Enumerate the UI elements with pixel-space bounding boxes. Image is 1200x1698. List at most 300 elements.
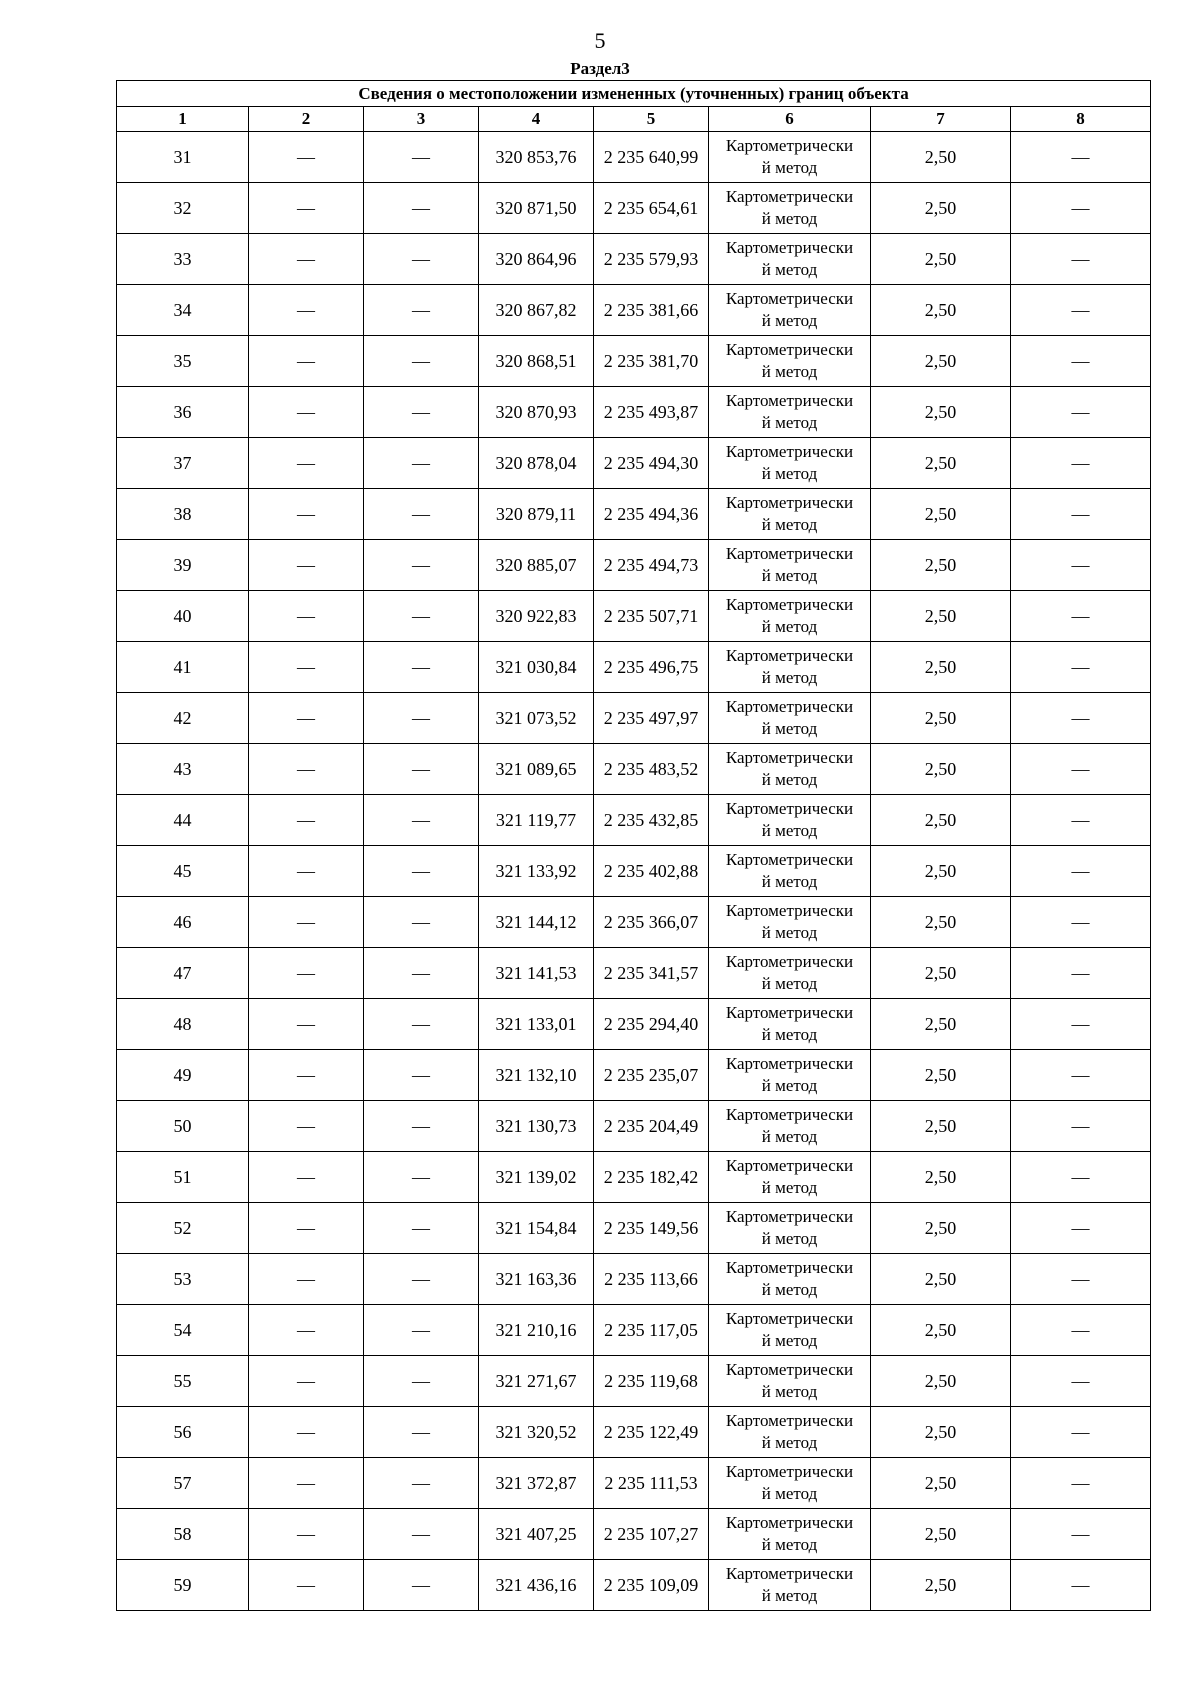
point-number-cell: 31	[117, 132, 249, 183]
method-text-line: Картометрически	[725, 1207, 854, 1226]
method-cell	[709, 1050, 871, 1101]
column-2-cell: —	[249, 948, 364, 999]
method-cell	[709, 1560, 871, 1611]
point-number-cell: 46	[117, 897, 249, 948]
table-row	[117, 795, 1151, 846]
point-number-cell: 49	[117, 1050, 249, 1101]
point-number-cell: 58	[117, 1509, 249, 1560]
table-row	[117, 1407, 1151, 1458]
method-text-line: й метод	[761, 1178, 818, 1197]
method-text-line: й метод	[761, 260, 818, 279]
method-text-line: Картометрически	[725, 1156, 854, 1175]
method-cell	[709, 1152, 871, 1203]
coordinate-y-cell: 2 235 111,53	[594, 1458, 709, 1509]
method-text-line: й метод	[761, 1433, 818, 1452]
coordinate-x-cell: 321 163,36	[479, 1254, 594, 1305]
method-cell	[709, 540, 871, 591]
coordinate-x-cell: 321 119,77	[479, 795, 594, 846]
coordinate-x-cell: 321 407,25	[479, 1509, 594, 1560]
column-3-cell: —	[364, 1305, 479, 1356]
point-number-cell: 36	[117, 387, 249, 438]
column-3-cell: —	[364, 1152, 479, 1203]
accuracy-cell: 2,50	[871, 387, 1011, 438]
column-8-cell: —	[1011, 1509, 1151, 1560]
table-row	[117, 336, 1151, 387]
coordinate-x-cell: 320 922,83	[479, 591, 594, 642]
accuracy-cell: 2,50	[871, 438, 1011, 489]
method-cell	[709, 591, 871, 642]
point-number-cell: 47	[117, 948, 249, 999]
method-text-line: Картометрически	[725, 391, 854, 410]
column-3-cell: —	[364, 234, 479, 285]
method-text-line: Картометрически	[725, 1360, 854, 1379]
column-header: 7	[871, 107, 1011, 132]
method-cell	[709, 948, 871, 999]
method-text-line: й метод	[761, 1229, 818, 1248]
accuracy-cell: 2,50	[871, 234, 1011, 285]
method-cell	[709, 285, 871, 336]
column-3-cell: —	[364, 744, 479, 795]
coordinate-y-cell: 2 235 640,99	[594, 132, 709, 183]
method-cell	[709, 1101, 871, 1152]
accuracy-cell: 2,50	[871, 1101, 1011, 1152]
coordinate-x-cell: 321 133,01	[479, 999, 594, 1050]
method-cell	[709, 1254, 871, 1305]
table-row	[117, 897, 1151, 948]
method-cell	[709, 897, 871, 948]
accuracy-cell: 2,50	[871, 540, 1011, 591]
column-8-cell: —	[1011, 948, 1151, 999]
column-3-cell: —	[364, 387, 479, 438]
method-text-line: й метод	[761, 1382, 818, 1401]
coordinate-x-cell: 320 885,07	[479, 540, 594, 591]
column-header: 4	[479, 107, 594, 132]
coordinate-y-cell: 2 235 507,71	[594, 591, 709, 642]
method-text-line: й метод	[761, 515, 818, 534]
accuracy-cell: 2,50	[871, 1407, 1011, 1458]
table-row	[117, 693, 1151, 744]
point-number-cell: 57	[117, 1458, 249, 1509]
accuracy-cell: 2,50	[871, 132, 1011, 183]
column-2-cell: —	[249, 1560, 364, 1611]
column-8-cell: —	[1011, 795, 1151, 846]
coordinate-y-cell: 2 235 579,93	[594, 234, 709, 285]
coordinate-y-cell: 2 235 381,66	[594, 285, 709, 336]
table-row	[117, 1305, 1151, 1356]
coordinate-x-cell: 321 210,16	[479, 1305, 594, 1356]
method-text-line: й метод	[761, 1535, 818, 1554]
column-3-cell: —	[364, 1560, 479, 1611]
method-cell	[709, 999, 871, 1050]
column-2-cell: —	[249, 897, 364, 948]
coordinate-x-cell: 321 436,16	[479, 1560, 594, 1611]
column-3-cell: —	[364, 795, 479, 846]
method-text-line: Картометрически	[725, 799, 854, 818]
method-cell	[709, 387, 871, 438]
page-number: 5	[594, 28, 606, 53]
method-text-line: Картометрически	[725, 646, 854, 665]
coordinate-x-cell: 321 372,87	[479, 1458, 594, 1509]
accuracy-cell: 2,50	[871, 1356, 1011, 1407]
accuracy-cell: 2,50	[871, 948, 1011, 999]
method-cell	[709, 438, 871, 489]
method-text-line: й метод	[761, 311, 818, 330]
point-number-cell: 40	[117, 591, 249, 642]
column-8-cell: —	[1011, 285, 1151, 336]
method-text-line: Картометрически	[725, 442, 854, 461]
table-row	[117, 1050, 1151, 1101]
point-number-cell: 43	[117, 744, 249, 795]
method-cell	[709, 846, 871, 897]
coordinate-y-cell: 2 235 483,52	[594, 744, 709, 795]
method-cell	[709, 234, 871, 285]
column-2-cell: —	[249, 438, 364, 489]
column-header: 8	[1011, 107, 1151, 132]
table-row	[117, 285, 1151, 336]
column-2-cell: —	[249, 693, 364, 744]
column-2-cell: —	[249, 489, 364, 540]
coordinate-x-cell: 320 867,82	[479, 285, 594, 336]
method-text-line: Картометрически	[725, 1258, 854, 1277]
coordinate-x-cell: 321 130,73	[479, 1101, 594, 1152]
column-3-cell: —	[364, 132, 479, 183]
accuracy-cell: 2,50	[871, 285, 1011, 336]
table-row	[117, 132, 1151, 183]
coordinate-y-cell: 2 235 493,87	[594, 387, 709, 438]
column-8-cell: —	[1011, 1356, 1151, 1407]
point-number-cell: 56	[117, 1407, 249, 1458]
column-2-cell: —	[249, 795, 364, 846]
coordinate-y-cell: 2 235 432,85	[594, 795, 709, 846]
accuracy-cell: 2,50	[871, 1050, 1011, 1101]
coordinate-x-cell: 320 878,04	[479, 438, 594, 489]
column-2-cell: —	[249, 744, 364, 795]
column-8-cell: —	[1011, 183, 1151, 234]
column-header: 2	[249, 107, 364, 132]
coordinate-x-cell: 320 870,93	[479, 387, 594, 438]
accuracy-cell: 2,50	[871, 1560, 1011, 1611]
method-text-line: Картометрически	[725, 1054, 854, 1073]
point-number-cell: 42	[117, 693, 249, 744]
method-cell	[709, 642, 871, 693]
column-8-cell: —	[1011, 1458, 1151, 1509]
accuracy-cell: 2,50	[871, 591, 1011, 642]
method-text-line: Картометрически	[725, 1003, 854, 1022]
column-8-cell: —	[1011, 642, 1151, 693]
column-3-cell: —	[364, 642, 479, 693]
table-row	[117, 1356, 1151, 1407]
method-text-line: Картометрически	[725, 289, 854, 308]
method-text-line: Картометрически	[725, 1564, 854, 1583]
coordinate-y-cell: 2 235 496,75	[594, 642, 709, 693]
coordinate-y-cell: 2 235 402,88	[594, 846, 709, 897]
table-row	[117, 1509, 1151, 1560]
table-row	[117, 540, 1151, 591]
table-row	[117, 1560, 1151, 1611]
point-number-cell: 44	[117, 795, 249, 846]
method-cell	[709, 1305, 871, 1356]
method-text-line: Картометрически	[725, 952, 854, 971]
coordinate-x-cell: 321 320,52	[479, 1407, 594, 1458]
column-3-cell: —	[364, 438, 479, 489]
coordinate-x-cell: 320 868,51	[479, 336, 594, 387]
point-number-cell: 51	[117, 1152, 249, 1203]
column-8-cell: —	[1011, 540, 1151, 591]
column-8-cell: —	[1011, 999, 1151, 1050]
coordinate-y-cell: 2 235 119,68	[594, 1356, 709, 1407]
method-cell	[709, 132, 871, 183]
column-header: 1	[117, 107, 249, 132]
method-cell	[709, 795, 871, 846]
column-3-cell: —	[364, 999, 479, 1050]
column-8-cell: —	[1011, 438, 1151, 489]
column-2-cell: —	[249, 540, 364, 591]
method-text-line: й метод	[761, 974, 818, 993]
coordinate-y-cell: 2 235 149,56	[594, 1203, 709, 1254]
accuracy-cell: 2,50	[871, 693, 1011, 744]
coordinate-y-cell: 2 235 654,61	[594, 183, 709, 234]
method-cell	[709, 693, 871, 744]
point-number-cell: 54	[117, 1305, 249, 1356]
column-2-cell: —	[249, 1509, 364, 1560]
table-row	[117, 642, 1151, 693]
coordinate-x-cell: 320 853,76	[479, 132, 594, 183]
method-text-line: Картометрически	[725, 238, 854, 257]
column-2-cell: —	[249, 1254, 364, 1305]
column-2-cell: —	[249, 1152, 364, 1203]
coordinate-x-cell: 320 871,50	[479, 183, 594, 234]
coordinate-x-cell: 320 879,11	[479, 489, 594, 540]
column-2-cell: —	[249, 387, 364, 438]
point-number-cell: 48	[117, 999, 249, 1050]
point-number-cell: 35	[117, 336, 249, 387]
column-2-cell: —	[249, 1407, 364, 1458]
point-number-cell: 59	[117, 1560, 249, 1611]
coordinate-y-cell: 2 235 494,30	[594, 438, 709, 489]
coordinate-y-cell: 2 235 107,27	[594, 1509, 709, 1560]
method-text-line: й метод	[761, 1280, 818, 1299]
method-cell	[709, 1356, 871, 1407]
column-2-cell: —	[249, 1050, 364, 1101]
column-3-cell: —	[364, 285, 479, 336]
method-text-line: й метод	[761, 1127, 818, 1146]
table-row	[117, 744, 1151, 795]
accuracy-cell: 2,50	[871, 999, 1011, 1050]
coordinate-x-cell: 321 030,84	[479, 642, 594, 693]
method-text-line: Картометрически	[725, 187, 854, 206]
accuracy-cell: 2,50	[871, 1458, 1011, 1509]
coordinate-x-cell: 321 089,65	[479, 744, 594, 795]
point-number-cell: 32	[117, 183, 249, 234]
point-number-cell: 53	[117, 1254, 249, 1305]
method-text-line: Картометрически	[725, 340, 854, 359]
method-text-line: й метод	[761, 923, 818, 942]
column-8-cell: —	[1011, 1560, 1151, 1611]
column-2-cell: —	[249, 132, 364, 183]
method-text-line: Картометрически	[725, 1309, 854, 1328]
column-2-cell: —	[249, 591, 364, 642]
method-text-line: й метод	[761, 362, 818, 381]
column-header: 3	[364, 107, 479, 132]
column-8-cell: —	[1011, 489, 1151, 540]
method-text-line: й метод	[761, 1484, 818, 1503]
column-3-cell: —	[364, 897, 479, 948]
column-8-cell: —	[1011, 1050, 1151, 1101]
accuracy-cell: 2,50	[871, 1203, 1011, 1254]
column-8-cell: —	[1011, 234, 1151, 285]
coordinate-y-cell: 2 235 497,97	[594, 693, 709, 744]
column-3-cell: —	[364, 540, 479, 591]
method-text-line: й метод	[761, 158, 818, 177]
table-row	[117, 1458, 1151, 1509]
column-2-cell: —	[249, 1101, 364, 1152]
column-8-cell: —	[1011, 1407, 1151, 1458]
column-3-cell: —	[364, 846, 479, 897]
point-number-cell: 38	[117, 489, 249, 540]
coordinate-y-cell: 2 235 494,73	[594, 540, 709, 591]
method-text-line: й метод	[761, 1586, 818, 1605]
coordinate-y-cell: 2 235 117,05	[594, 1305, 709, 1356]
accuracy-cell: 2,50	[871, 744, 1011, 795]
table-row	[117, 948, 1151, 999]
method-cell	[709, 744, 871, 795]
point-number-cell: 39	[117, 540, 249, 591]
table-row	[117, 234, 1151, 285]
method-cell	[709, 336, 871, 387]
coordinate-x-cell: 321 271,67	[479, 1356, 594, 1407]
column-3-cell: —	[364, 1509, 479, 1560]
column-3-cell: —	[364, 1458, 479, 1509]
accuracy-cell: 2,50	[871, 489, 1011, 540]
accuracy-cell: 2,50	[871, 1152, 1011, 1203]
coordinate-y-cell: 2 235 366,07	[594, 897, 709, 948]
coordinate-y-cell: 2 235 494,36	[594, 489, 709, 540]
table-row	[117, 1101, 1151, 1152]
coordinate-y-cell: 2 235 235,07	[594, 1050, 709, 1101]
accuracy-cell: 2,50	[871, 1305, 1011, 1356]
column-8-cell: —	[1011, 693, 1151, 744]
column-2-cell: —	[249, 336, 364, 387]
table-row	[117, 591, 1151, 642]
column-3-cell: —	[364, 1050, 479, 1101]
column-2-cell: —	[249, 999, 364, 1050]
point-number-cell: 41	[117, 642, 249, 693]
accuracy-cell: 2,50	[871, 1254, 1011, 1305]
coordinate-y-cell: 2 235 204,49	[594, 1101, 709, 1152]
method-text-line: Картометрически	[725, 493, 854, 512]
column-8-cell: —	[1011, 1254, 1151, 1305]
coordinate-y-cell: 2 235 294,40	[594, 999, 709, 1050]
method-text-line: й метод	[761, 770, 818, 789]
column-2-cell: —	[249, 1203, 364, 1254]
method-text-line: й метод	[761, 1076, 818, 1095]
column-8-cell: —	[1011, 1101, 1151, 1152]
method-text-line: й метод	[761, 209, 818, 228]
method-text-line: Картометрически	[725, 544, 854, 563]
method-text-line: Картометрически	[725, 1462, 854, 1481]
table-row	[117, 1254, 1151, 1305]
column-8-cell: —	[1011, 897, 1151, 948]
column-3-cell: —	[364, 183, 479, 234]
column-8-cell: —	[1011, 1305, 1151, 1356]
method-text-line: й метод	[761, 872, 818, 891]
method-cell	[709, 1203, 871, 1254]
point-number-cell: 50	[117, 1101, 249, 1152]
table-row	[117, 183, 1151, 234]
column-3-cell: —	[364, 1101, 479, 1152]
point-number-cell: 33	[117, 234, 249, 285]
method-cell	[709, 183, 871, 234]
coordinate-x-cell: 320 864,96	[479, 234, 594, 285]
table-row	[117, 1152, 1151, 1203]
table-row	[117, 1203, 1151, 1254]
method-text-line: Картометрически	[725, 595, 854, 614]
column-8-cell: —	[1011, 591, 1151, 642]
point-number-cell: 37	[117, 438, 249, 489]
coordinate-x-cell: 321 073,52	[479, 693, 594, 744]
table-row	[117, 387, 1151, 438]
column-3-cell: —	[364, 693, 479, 744]
coordinate-x-cell: 321 144,12	[479, 897, 594, 948]
accuracy-cell: 2,50	[871, 795, 1011, 846]
point-number-cell: 55	[117, 1356, 249, 1407]
column-2-cell: —	[249, 642, 364, 693]
method-text-line: Картометрически	[725, 136, 854, 155]
column-2-cell: —	[249, 234, 364, 285]
column-8-cell: —	[1011, 1203, 1151, 1254]
method-text-line: Картометрически	[725, 748, 854, 767]
accuracy-cell: 2,50	[871, 1509, 1011, 1560]
method-text-line: й метод	[761, 719, 818, 738]
column-3-cell: —	[364, 1203, 479, 1254]
column-3-cell: —	[364, 1407, 479, 1458]
method-text-line: й метод	[761, 668, 818, 687]
point-number-cell: 45	[117, 846, 249, 897]
coordinate-x-cell: 321 154,84	[479, 1203, 594, 1254]
method-cell	[709, 1509, 871, 1560]
column-3-cell: —	[364, 948, 479, 999]
column-3-cell: —	[364, 591, 479, 642]
accuracy-cell: 2,50	[871, 183, 1011, 234]
method-text-line: Картометрически	[725, 1513, 854, 1532]
coordinate-y-cell: 2 235 122,49	[594, 1407, 709, 1458]
boundary-coordinates-table	[116, 80, 1151, 1611]
accuracy-cell: 2,50	[871, 846, 1011, 897]
method-cell	[709, 1458, 871, 1509]
coordinate-x-cell: 321 133,92	[479, 846, 594, 897]
column-2-cell: —	[249, 1458, 364, 1509]
column-8-cell: —	[1011, 132, 1151, 183]
column-8-cell: —	[1011, 336, 1151, 387]
column-header: 5	[594, 107, 709, 132]
method-text-line: Картометрически	[725, 901, 854, 920]
column-2-cell: —	[249, 285, 364, 336]
column-2-cell: —	[249, 1305, 364, 1356]
column-8-cell: —	[1011, 1152, 1151, 1203]
method-text-line: Картометрически	[725, 850, 854, 869]
accuracy-cell: 2,50	[871, 336, 1011, 387]
method-text-line: й метод	[761, 464, 818, 483]
column-8-cell: —	[1011, 387, 1151, 438]
table-title: Сведения о местоположении измененных (уточненных) границ объекта	[117, 81, 1151, 107]
column-8-cell: —	[1011, 846, 1151, 897]
column-2-cell: —	[249, 1356, 364, 1407]
column-header: 6	[709, 107, 871, 132]
column-3-cell: —	[364, 1356, 479, 1407]
coordinate-y-cell: 2 235 182,42	[594, 1152, 709, 1203]
column-3-cell: —	[364, 1254, 479, 1305]
column-3-cell: —	[364, 489, 479, 540]
